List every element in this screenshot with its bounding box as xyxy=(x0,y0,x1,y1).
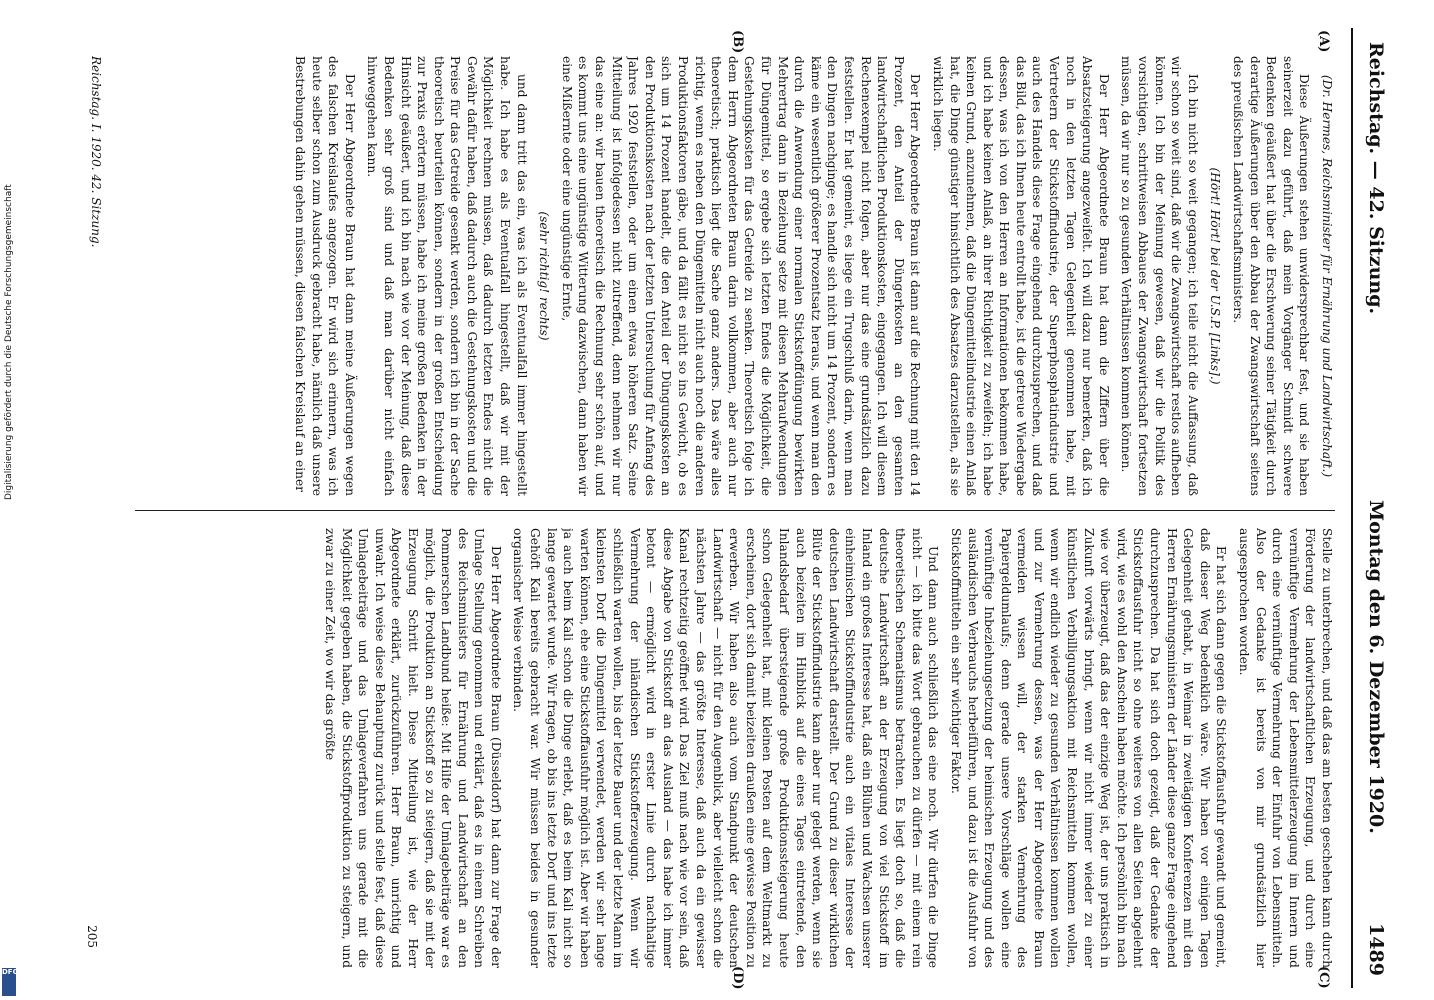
paragraph: und dann tritt das ein, was ich als Eventualfall immer hingestellt habe. Ich habe es als Eventualfall hingestellt, daß wir mit der Möglichkeit rechnen müssen, daß dadurch letzten Endes nicht die Gewähr dafür haben, daß dadurch auch die Gestehungskosten und die Preise für das Getreide gesenkt werden, sondern ich bin in der Sache theoretisch beurteilen können, sondern in der großen Entscheidung zur Praxis erörtern müssen, habe ich meine großen Bedenken in der Hinsicht geäußert, und ich bin nach wie vor der Meinung, daß diese Bedenken sehr groß sind und daß man darüber nicht einfach hinweggehen kann. xyxy=(365,56,529,496)
header-session-title: Reichstag. — 42. Sitzung. xyxy=(1365,42,1387,315)
right-column xyxy=(115,528,1335,968)
paragraph: Stelle zu unterbrechen, und daß das am besten geschehen kann durch Förderung der landwirtschaftlichen Erzeugung, und durch eine vernünftige Vermehrung der Lebensmittelerzeugung im Innern und durch eine vernünftige Vermehrung der Einfuhr von Lebensmitteln. Also der Gedanke ist bereits von mir grundsätzlich hier ausgesprochen worden. xyxy=(1237,528,1334,968)
margin-marker-c: (C) xyxy=(1316,966,1331,989)
document-page xyxy=(75,28,1395,988)
page-header xyxy=(1351,28,1395,988)
paragraph: Der Herr Abgeordnete Braun ist dann auf die Rechnung mit den 14 Prozent, den Anteil der Düngerkosten an den gesamten landwirtschaftlichen Produktionskosten, eingegangen. Ich will diesem Rechenexempel nicht folgen, aber nur das eine grundsätzlich dazu feststellen. Er hat gemeint, es liege ein Trugschluß darin, wenn man den Dingen nachginge; es handle sich nicht um 14 Prozent, sondern es käme ein wesentlich größerer Prozentsatz heraus, und wenn man den durch die Anwendung einer normalen Stickstoffdüngung bewirkten Mehrertrag dann in Beziehung setze mit diesen Mehraufwendungen für Düngemittel, so ergebe sich letzten Endes die Möglichkeit, die Gestehungskosten für das Getreide zu senken. Theoretisch folge ich dem Herrn Abgeordneten Braun darin vollkommen, aber auch nur theoretisch; praktisch liegt die Sache ganz anders. Das wäre alles richtig, wenn es neben den Düngemitteln nicht auch noch die anderen Produktionsfaktoren gäbe, und da fällt es nicht so ins Gewicht, ob es sich um 14 Prozent handelt, die den Anteil der Düngungskosten an den Produktionskosten nach der letzten Untersuchung für Anfang des Jahres 1920 feststellen, oder um einen etwas höheren Satz. Seine Mitteilung ist infolgedessen nicht zutreffend, denn nehmen wir nur das eine an: wir bauen theoretisch die Rechnung sehr schön auf, und es kommt uns eine ungünstige Witterung dazwischen, dann haben wir eine Mißernte oder eine ungünstige Ernte, xyxy=(559,56,923,496)
paragraph: Der Herr Abgeordnete Braun hat dann die Ziffern über die Absatzsteigerung angezweifelt. Ich will dazu nur bemerken, daß ich noch in den letzten Tagen Gelegenheit genommen habe, mit Vertretern der Stickstoffindustrie, der Superphosphatindustrie und auch des Handels diese Frage eingehend durchzusprechen, und daß das Bild, das ich Ihnen heute entrollt habe, ist die getreue Wiedergabe dessen, was ich von den Herren an Informationen bekommen habe, und ich habe keinen Anlaß, an ihrer Richtigkeit zu zweifeln; ich habe keinen Grund, anzunehmen, daß die Düngemittelindustrie einen Anlaß hat, die Dinge günstiger hinsichtlich des Absatzes darzustellen, als sie wirklich liegen. xyxy=(930,56,1111,496)
interjection: (sehr richtig! rechts) xyxy=(537,211,552,341)
paragraph: Er hat sich dann gegen die Stickstoffausfuhr gewandt und gemeint, daß dieser Weg bedenklich wäre. Wir haben vor einigen Tagen Gelegenheit gehabt, in Weimar in zweitägigen Konferenzen mit den Herren Ernährungsministern der Länder diese ganze Frage eingehend durchzusprechen. Da hat sich doch gezeigt, daß der Gedanke der Stickstoffausfuhr nicht so ohne weiteres von allen Seiten abgelehnt wird, wie es wohl den Anschein haben möchte. Ich persönlich bin nach wie vor überzeugt, daß das der einzige Weg ist, der uns praktisch in Zukunft vorwärts bringt, wenn wir nicht immer wieder zu einer künstlichen Verbilligungsaktion mit Reichsmitteln kommen wollen, wenn wir endlich wieder zu gesunden Verhältnissen kommen wollen und zur Vermehrung dessen, was der Herr Abgeordnete Braun vermeiden wissen will, der starken Vermehrung des Papiergeldumlaufs; denn gerade unsere Vorschläge wollen eine vernünftige Inbeziehungsetzung der heimischen Erzeugung und des ausländischen Verbrauchs herbeiführen, und dazu ist die Ausfuhr von Stickstoffmitteln ein sehr wichtiger Faktor. xyxy=(948,528,1229,968)
interjection: (Hört! Hört! bei der U.S.P. [Links].) xyxy=(1208,167,1223,385)
paragraph: Diese Äußerungen stehen unwidersprechbar fest, und sie haben seinerzeit dazu geführt, daß mein Vorgänger Schmidt schwere Bedenken geäußert hat über die Erschwerung seiner Tätigkeit durch derartige Äußerungen über den Abbau der Zwangswirtschaft seitens des preußischen Landwirtschaftsministers. xyxy=(1231,56,1312,496)
margin-marker-d: (D) xyxy=(730,966,745,990)
paragraph: Ich bin nicht so weit gegangen; ich teile nicht die Auffassung, daß wir schon so weit sind, daß wir die Zwangswirtschaft restlos aufheben können. Ich bin der Meinung gewesen, daß wir die Politik des vorsichtigen, schrittweisen Abbaues der Zwangswirtschaft fortsetzen müssen, da wir nur so zu gesunden Verhältnissen kommen können. xyxy=(1119,56,1200,496)
column-divider xyxy=(135,510,1335,511)
page-footer: Reichstag. I. 1920. 42. Sitzung. xyxy=(89,56,103,248)
paragraph: Der Herr Abgeordnete Braun (Düsseldorf) hat dann zur Frage der Umlage Stellung genommen und erklärt, daß es in einem Schreiben des Reichsministers für Ernährung und Landwirtschaft an den Pommerschen Landbund heiße: Mit Hilfe der Umlagebeiträge war es möglich, die Produktion an Stickstoff so zu steigern, daß sie mit der Erzeugung Schritt hielt. Diese Mitteilung ist, wie der Herr Abgeordnete erklärt, zurückzuführen. Herr Braun, unrichtig und unwahr. Ich weise diese Behauptung zurück und stelle fest, daß diese Umlagebeiträge und das Umlageverfahren uns gerade mit die Möglichkeit gegeben haben, die Stickstoffproduktion zu steigern, und zwar zu einer Zeit, wo wir das größte xyxy=(322,528,503,968)
left-column xyxy=(115,56,1335,496)
paragraph: Und dann auch schließlich das eine noch. Wir dürfen die Dinge nicht — ich bitte das Wort gebrauchen zu dürfen — mit einem rein theoretischen Schematismus betrachten. Es liegt doch so, daß die deutsche Landwirtschaft an der Erzeugung von viel Stickstoff im Inland ein großes Interesse hat, daß ein Blühen und Wachsen unserer einheimischen Stickstoffindustrie auch ein vitales Interesse der deutschen Landwirtschaft darstellt. Der Grund zu dieser wirklichen Blüte der Stickstoffindustrie kann aber nur gelegt werden, wenn sie auch beizeiten im Hinblick auf die eines Tages eintretende, den Inlandsbedarf übersteigende große Produktionssteigerung heute schon Gelegenheit hat, mit kleinen Posten auf dem Weltmarkt zu erscheinen, dort sich damit beizeiten draußen eine gewisse Position zu erwerben. Wir haben also auch vom Standpunkt der deutschen Landwirtschaft — nicht für den Augenblick, aber vielleicht schon die nächsten Jahre — das größte Interesse, daß auch da ein gewisser Kanal rechtzeitig geöffnet wird. Das Ziel muß nach wie vor sein, daß diese Abgabe von Stickstoff an das Ausland — das habe ich immer betont — ermöglicht wird in erster Linie durch nachhaltige Vermehrung der inländischen Stickstofferzeugung. Wenn wir schließlich warten wollen, bis der letzte Bauer und der letzte Mann im kleinsten Dorf die Düngemittel verwendet, werden wir sehr lange warten können, ehe eine Stickstoffausfuhr möglich ist. Aber wir haben ja auch beim Kali schon die Dinge erlebt, daß es beim Kali nicht so lange gewartet wurde. Wir fragen, ob bis ins letzte Dorf und ins letzte Gehöft Kali bereits gebracht war. Wir müssen beides in gesunder organischer Weise verbinden. xyxy=(511,528,941,968)
digitization-credit: Digitalisierung gefördert durch die Deutsche Forschungsgemeinschaft xyxy=(4,184,14,500)
paragraph: Der Herr Abgeordnete Braun hat dann meine Äußerungen wegen des falschen Kreislaufes angezogen. Er wird sich erinnern, was ich heute selber schon zum Ausdruck gebracht habe, nämlich daß unsere Bestrebungen dahin gehen müssen, diesen falschen Kreislauf an einer xyxy=(292,56,357,496)
page-signature: 205 xyxy=(85,925,99,948)
dfg-logo: DFG xyxy=(2,968,16,996)
margin-marker-a: (A) xyxy=(1316,30,1331,53)
header-date: Montag den 6. Dezember 1920. xyxy=(1365,500,1387,834)
header-page-number: 1489 xyxy=(1365,923,1387,976)
margin-marker-b: (B) xyxy=(730,30,745,54)
speaker-line: (Dr. Hermes, Reichsminister für Ernährung und Landwirtschaft.) xyxy=(1320,74,1334,478)
header-date-and-page xyxy=(1365,500,1387,976)
